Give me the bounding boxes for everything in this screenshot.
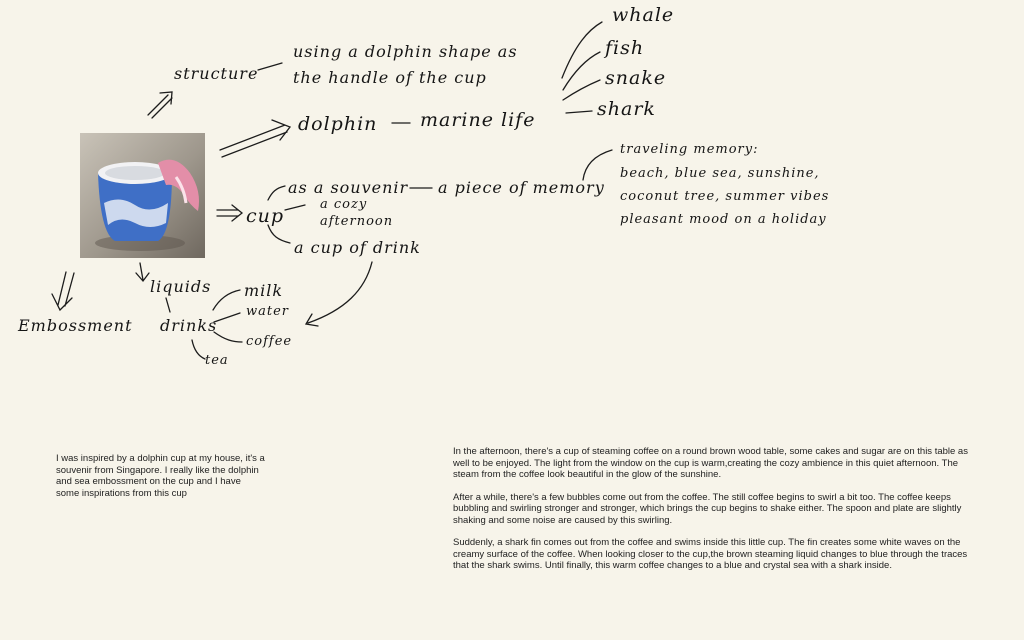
connector-cozy	[285, 205, 305, 210]
connector-snake	[563, 80, 600, 100]
connector-milk	[213, 290, 240, 310]
node-embossment: Embossment	[18, 316, 133, 335]
node-drinks: drinks	[160, 316, 218, 335]
arrow-to-dolphin	[220, 120, 290, 157]
dolphin-cup-photo	[80, 133, 205, 258]
node-cozy-1: a cozy	[320, 197, 368, 212]
node-milk: milk	[244, 281, 284, 300]
node-coffee: coffee	[246, 334, 293, 349]
connector-fish	[563, 52, 600, 90]
node-cozy-2: afternoon	[320, 214, 394, 229]
connector-traveling	[583, 150, 612, 180]
node-memory-line-3: pleasant mood on a holiday	[620, 212, 827, 227]
connector-whale	[562, 22, 602, 78]
connector-tea	[192, 340, 205, 359]
node-structure: structure	[174, 64, 259, 83]
node-snake: snake	[605, 67, 667, 89]
node-traveling-memory: traveling memory:	[620, 142, 759, 157]
story-text-block	[453, 446, 973, 583]
connector-water	[214, 313, 240, 322]
connector-coffee	[214, 332, 242, 342]
story-paragraph-1: In the afternoon, there's a cup of steaming coffee on a round brown wood table, some cakes and sugar are on this table as well to be enjoyed. The light from the window on the cup is warm,creating the cozy ambience in this quiet afternoon. The steam from the coffee look beautiful in the glow of the sunshine.	[453, 446, 968, 480]
arrow-to-structure	[148, 92, 172, 118]
connector-drink	[268, 225, 290, 243]
node-cup-of-drink: a cup of drink	[294, 238, 421, 257]
node-memory-line-2: coconut tree, summer vibes	[620, 189, 830, 204]
inspiration-paragraph: I was inspired by a dolphin cup at my house, it's a souvenir from Singapore. I really like the dolphin and sea embossment on the cup and I have some inspirations from this cup	[56, 453, 265, 499]
node-cup: cup	[246, 205, 285, 227]
node-dolphin: dolphin	[298, 113, 378, 135]
node-whale: whale	[612, 4, 675, 26]
node-memory: a piece of memory	[438, 178, 605, 197]
connector-souvenir	[268, 186, 285, 200]
dolphin-cup-icon	[80, 133, 205, 258]
arrow-to-cup	[217, 205, 242, 221]
story-paragraph-3: Suddenly, a shark fin comes out from the coffee and swims inside this little cup. The fin creates some white waves on the creamy surface of the coffee. When looking closer to the cup,the brown steaming liquid changes to blue through the traces that the shark swims. Until finally, this warm coffee changes to a blue and crystal sea with a shark inside.	[453, 537, 968, 571]
story-paragraph-2: After a while, there's a few bubbles come out from the coffee. The still coffee begins to swirl a bit too. The coffee keeps bubbling and swirling stronger and stronger, which brings the cup begins to shake either. The spoon and plate are slightly shaking and some noise are caused by this swirling.	[453, 491, 962, 526]
node-marine-life: marine life	[420, 109, 536, 131]
node-shark: shark	[597, 98, 656, 120]
node-structure-note-1: using a dolphin shape as	[293, 42, 518, 61]
arrow-to-liquids	[136, 263, 149, 281]
connector-shark	[566, 111, 592, 113]
arrow-to-embossment	[52, 272, 74, 310]
arrow-drink-to-drinks	[306, 262, 372, 326]
node-water: water	[246, 304, 290, 319]
connector-liquids-drinks	[166, 298, 170, 312]
node-memory-line-1: beach, blue sea, sunshine,	[620, 166, 820, 181]
node-fish: fish	[605, 37, 645, 59]
node-liquids: liquids	[150, 277, 212, 296]
node-souvenir: as a souvenir	[288, 178, 409, 197]
inspiration-text-block	[56, 453, 266, 510]
node-structure-note-2: the handle of the cup	[293, 68, 487, 87]
connector-structure-note	[258, 63, 282, 70]
node-tea: tea	[205, 353, 229, 368]
